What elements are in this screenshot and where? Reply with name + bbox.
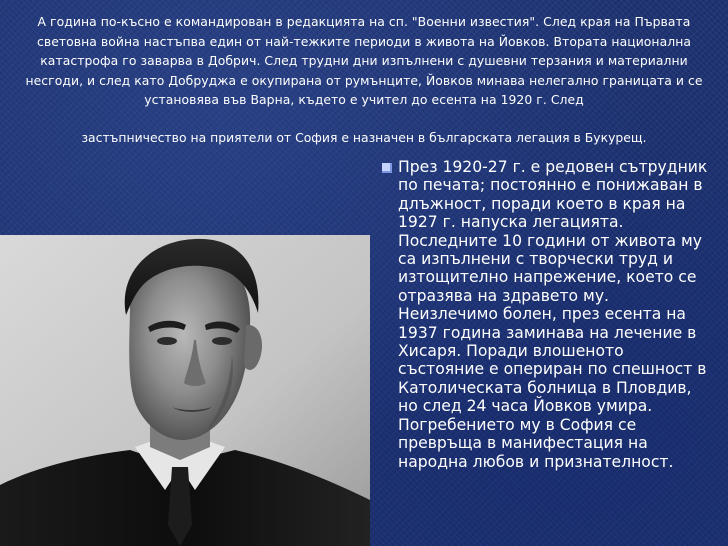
bullet-text: През 1920-27 г. е редовен сътрудник по печата; постоянно е понижаван в длъжност, поради което в края на 1927 г. напуска легацията. Последните 10 години от живота му са изпълнени с творчески труд и изтощително напрежение, което се отразява на здравето му. Неизлечимо болен, през есента на 1937 година заминава на лечение в Хисаря. Поради влошеното състояние е опериран по спешност в Католическата болница в Пловдив, но след 24 часа Йовков умира. Погребението му в София се превръща в манифестация на народна любов и признателност.	[398, 158, 708, 471]
bullet-item	[382, 158, 712, 471]
portrait-photo	[0, 235, 370, 546]
square-bullet-icon	[382, 163, 392, 173]
intro-paragraph-tail: застъпничество на приятели от София е назначен в българската легация в Букурещ.	[81, 130, 647, 145]
intro-paragraph: А година по-късно е командирован в редакцията на сп. "Военни известия". След края на Първата световна война настъпва един от най-тежките периоди в живота на Йовков. Втората национална катастрофа го заварва в Добрич. След трудни дни изпълнени с душевни терзания и материални несгоди, и след като Добруджа е окупирана от румънците, Йовков минава нелегално границата и се установява във Варна, където е учител до есента на 1920 г. След	[25, 14, 703, 107]
